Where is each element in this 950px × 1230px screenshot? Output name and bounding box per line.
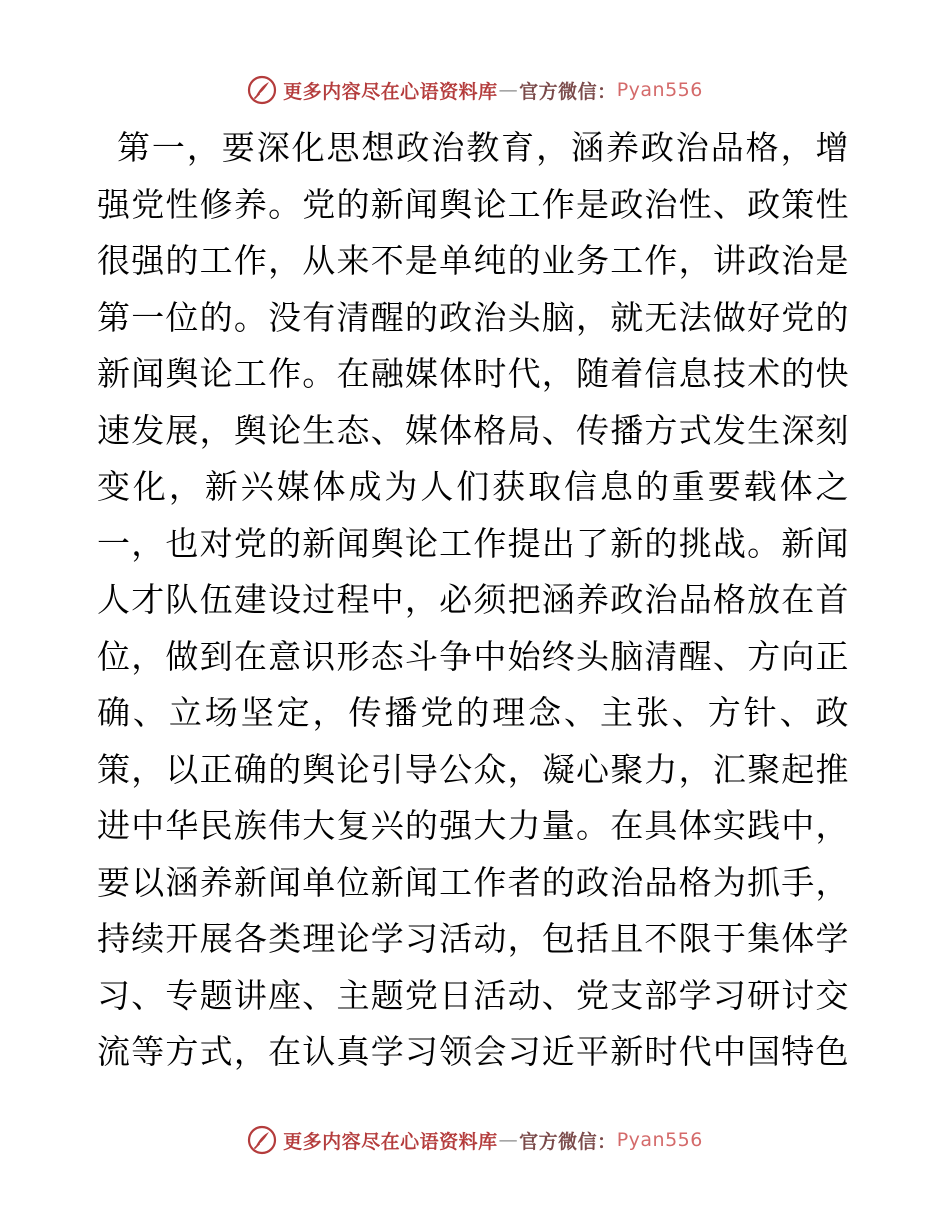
footer-watermark xyxy=(0,1120,950,1160)
body-line: 变化，新兴媒体成为人们获取信息的重要载体之 xyxy=(97,467,849,506)
body-line: 一，也对党的新闻舆论工作提出了新的挑战。新闻 xyxy=(97,523,849,563)
body-line: 习、专题讲座、主题党日活动、党支部学习研讨交 xyxy=(97,975,849,1015)
body-line: 速发展，舆论生态、媒体格局、传播方式发生深刻 xyxy=(97,410,849,450)
quill-seal-icon xyxy=(247,75,277,105)
watermark-wechat-id: Pyan556 xyxy=(616,79,703,101)
body-line: 位，做到在意识形态斗争中始终头脑清醒、方向正 xyxy=(97,636,849,676)
body-line: 要以涵养新闻单位新闻工作者的政治品格为抓手， xyxy=(97,862,849,902)
body-line: 强党性修养。党的新闻舆论工作是政治性、政策性 xyxy=(97,184,849,224)
body-line: 第一位的。没有清醒的政治头脑，就无法做好党的 xyxy=(97,297,849,337)
body-line: 流等方式，在认真学习领会习近平新时代中国特色 xyxy=(97,1032,849,1071)
watermark-site-text: 更多内容尽在心语资料库 xyxy=(283,80,498,103)
watermark-official-label: 官方微信： xyxy=(519,80,617,103)
quill-seal-icon xyxy=(247,1125,277,1155)
watermark-site-text: 更多内容尽在心语资料库 xyxy=(283,1130,498,1153)
body-line: 持续开展各类理论学习活动，包括且不限于集体学 xyxy=(97,919,849,958)
watermark-separator: — xyxy=(498,1129,519,1151)
body-line: 进中华民族伟大复兴的强大力量。在具体实践中， xyxy=(97,806,849,845)
watermark-separator: — xyxy=(498,79,519,101)
body-line: 确、立场坚定，传播党的理念、主张、方针、政 xyxy=(97,693,849,732)
document-body xyxy=(97,120,849,1081)
watermark-official-label: 官方微信： xyxy=(519,1130,617,1153)
body-line: 人才队伍建设过程中，必须把涵养政治品格放在首 xyxy=(97,580,849,619)
body-line: 策，以正确的舆论引导公众，凝心聚力，汇聚起推 xyxy=(97,749,849,789)
body-line: 很强的工作，从来不是单纯的业务工作，讲政治是 xyxy=(97,241,849,280)
watermark-wechat-id: Pyan556 xyxy=(616,1129,703,1151)
header-watermark xyxy=(0,70,950,110)
body-line: 第一，要深化思想政治教育，涵养政治品格，增 xyxy=(117,128,849,167)
body-line: 新闻舆论工作。在融媒体时代，随着信息技术的快 xyxy=(97,354,849,393)
